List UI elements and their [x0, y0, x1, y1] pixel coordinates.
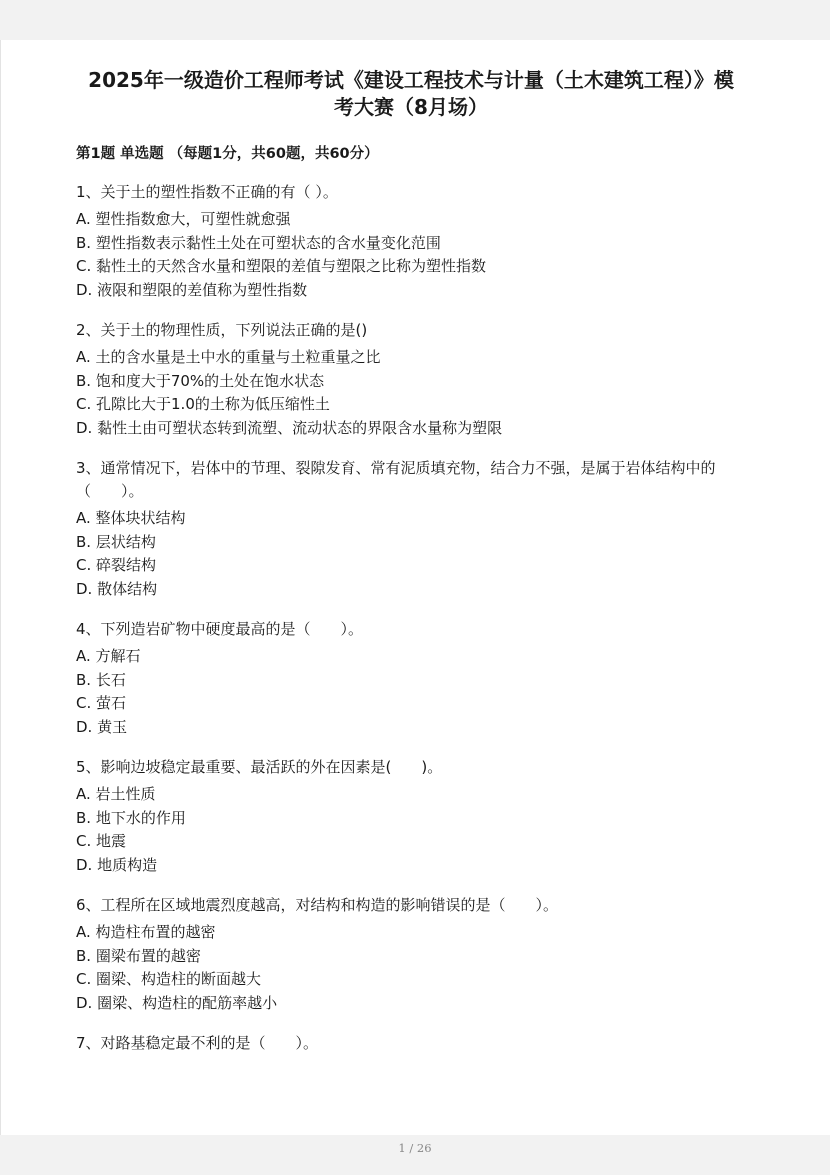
question-1 — [76, 181, 746, 302]
option-a: A. 构造柱布置的越密 — [76, 923, 216, 941]
option-a: A. 土的含水量是土中水的重量与土粒重量之比 — [76, 348, 381, 366]
section-header: 第1题 单选题 （每题1分，共60题，共60分） — [76, 146, 379, 162]
option-d: D. 黏性土由可塑状态转到流塑、流动状态的界限含水量称为塑限 — [76, 418, 503, 437]
option-d: D. 液限和塑限的差值称为塑性指数 — [76, 280, 308, 299]
option-a: A. 塑性指数愈大，可塑性就愈强 — [76, 210, 291, 228]
option-a: A. 整体块状结构 — [76, 509, 186, 527]
question-stem: 5、影响边坡稳定最重要、最活跃的外在因素是( )。 — [76, 758, 443, 776]
option-a: A. 岩土性质 — [76, 785, 156, 803]
question-4 — [76, 618, 746, 739]
option-a: A. 方解石 — [76, 647, 141, 665]
question-3 — [76, 457, 746, 601]
question-6 — [76, 894, 746, 1015]
question-2 — [76, 319, 746, 440]
question-5 — [76, 756, 746, 877]
option-b: B. 饱和度大于70%的土处在饱水状态 — [76, 371, 325, 390]
question-7 — [76, 1032, 746, 1055]
option-d: D. 圈梁、构造柱的配筋率越小 — [76, 993, 278, 1012]
page-indicator: 1 / 26 — [398, 1141, 432, 1155]
question-stem: 4、下列造岩矿物中硬度最高的是（ ）。 — [76, 620, 364, 638]
option-b: B. 层状结构 — [76, 532, 156, 551]
option-c: C. 圈梁、构造柱的断面越大 — [76, 970, 262, 988]
document-title: 2025年一级造价工程师考试《建设工程技术与计量（土木建筑工程）》模考大赛（8月场） — [88, 68, 734, 119]
option-b: B. 地下水的作用 — [76, 808, 186, 827]
option-c: C. 孔隙比大于1.0的土称为低压缩性土 — [76, 395, 330, 413]
option-b: B. 塑性指数表示黏性土处在可塑状态的含水量变化范围 — [76, 233, 441, 252]
question-stem: 3、通常情况下，岩体中的节理、裂隙发育、常有泥质填充物，结合力不强，是属于岩体结构中的（ ）。 — [76, 459, 716, 500]
option-c: C. 地震 — [76, 832, 127, 850]
option-d: D. 地质构造 — [76, 855, 158, 874]
option-c: C. 萤石 — [76, 694, 127, 712]
page-content — [76, 67, 746, 1059]
question-stem: 7、对路基稳定最不利的是（ ）。 — [76, 1034, 319, 1052]
option-b: B. 长石 — [76, 670, 126, 689]
document-page — [0, 40, 830, 1135]
question-stem: 2、关于土的物理性质，下列说法正确的是() — [76, 321, 368, 339]
option-c: C. 碎裂结构 — [76, 556, 157, 574]
option-c: C. 黏性土的天然含水量和塑限的差值与塑限之比称为塑性指数 — [76, 257, 487, 275]
question-stem: 6、工程所在区域地震烈度越高，对结构和构造的影响错误的是（ ）。 — [76, 896, 559, 914]
option-d: D. 黄玉 — [76, 717, 128, 736]
option-b: B. 圈梁布置的越密 — [76, 946, 201, 965]
option-d: D. 散体结构 — [76, 579, 158, 598]
question-stem: 1、关于土的塑性指数不正确的有（ ）。 — [76, 183, 338, 201]
